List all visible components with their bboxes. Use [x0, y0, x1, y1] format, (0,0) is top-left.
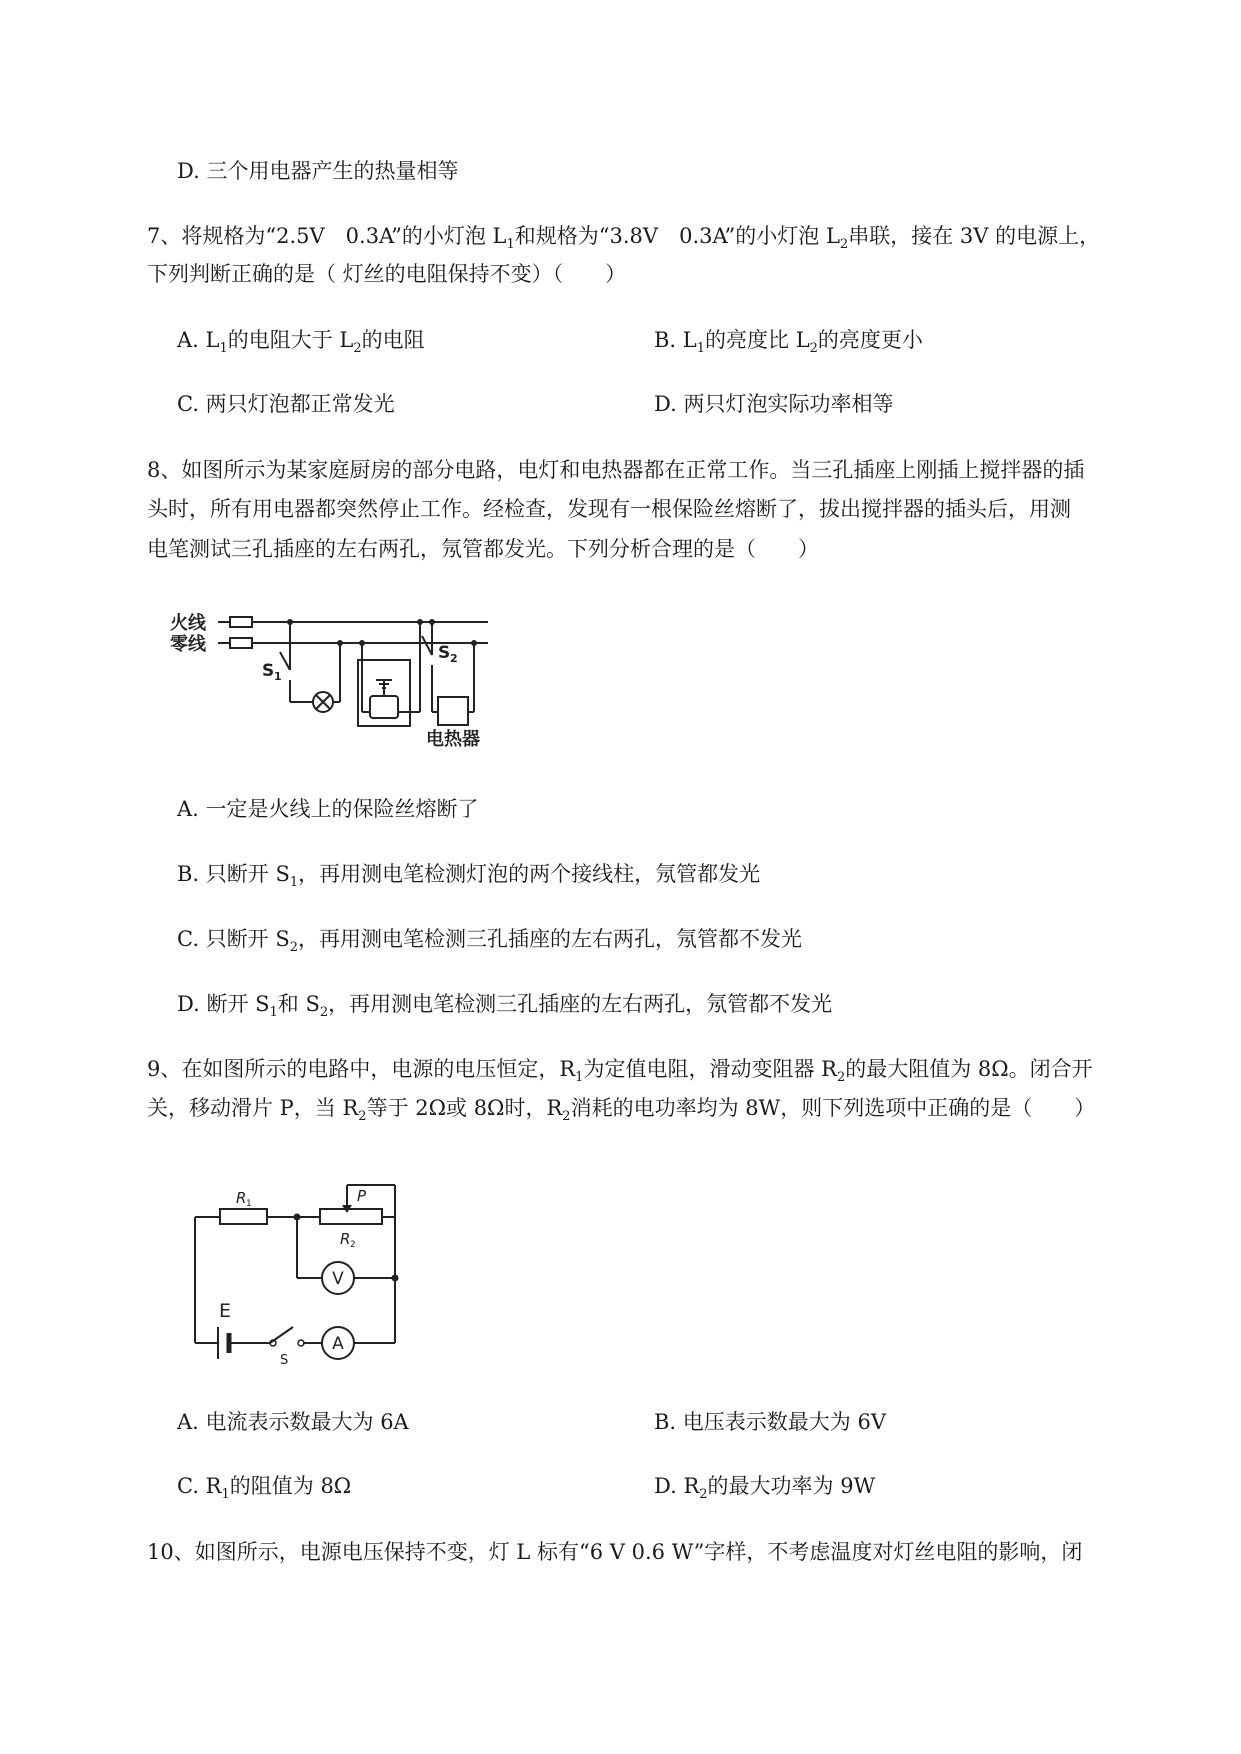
q7-option-b	[654, 326, 923, 363]
q8-option-b	[177, 860, 760, 897]
q7-option-c	[177, 390, 395, 418]
switch-s1-label: S	[262, 661, 275, 681]
q8-option-a	[177, 795, 479, 823]
q9-1b: 为定值电阻，滑动变阻器 R	[583, 1057, 837, 1081]
q8-text-line1: 8、如图所示为某家庭厨房的部分电路，电灯和电热器都在正常工作。当三孔插座上刚插上搅拌器的插	[147, 458, 1085, 482]
q9-circuit-figure	[185, 1175, 415, 1368]
sub-2: 2	[836, 1070, 846, 1085]
q7-stem-line2	[147, 260, 626, 288]
sub-2: 2	[562, 1109, 571, 1124]
q7-text-b: 和规格为“3.8V 0.3A”的小灯泡 L	[514, 224, 840, 248]
q8-stem-line3	[147, 535, 819, 563]
q9-option-b	[654, 1408, 886, 1436]
q7-b-1: B. L	[654, 328, 697, 352]
q8-d-2: 和 S	[277, 992, 320, 1016]
voltmeter-icon: V	[332, 1269, 344, 1289]
sub-2: 2	[699, 1487, 708, 1502]
q10-text-line1: 10、如图所示，电源电压保持不变，灯 L 标有“6 V 0.6 W”字样，不考虑温度对灯丝电阻的影响，闭	[147, 1540, 1083, 1564]
q7-b-2: 的亮度比 L	[705, 328, 810, 352]
q9-2a: 关，移动滑片 P，当 R	[147, 1096, 359, 1120]
sub-2: 2	[809, 341, 818, 356]
q7-text-c: 串联，接在 3V 的电源上，	[848, 224, 1101, 248]
sub-1: 1	[219, 341, 228, 356]
q7-option-a	[177, 326, 425, 363]
q9-c-1: C. R	[177, 1474, 222, 1498]
battery-e-label: E	[219, 1300, 232, 1322]
sub-1: 1	[269, 1005, 278, 1020]
switch-s1-sub: 1	[274, 670, 282, 683]
q9-1c: 的最大阻值为 8Ω。闭合开	[845, 1057, 1093, 1081]
q8-circuit-figure	[170, 600, 500, 750]
sub-2: 2	[289, 940, 299, 955]
q7-text-a: 7、将规格为“2.5V 0.3A”的小灯泡 L	[147, 224, 507, 248]
q9-option-d	[654, 1472, 875, 1509]
r2-sub: 2	[350, 1240, 356, 1250]
neutral-wire-label: 零线	[170, 634, 206, 655]
q8-d-3: ，再用测电笔检测三孔插座的左右两孔，氖管都不发光	[328, 992, 833, 1016]
q7-a-3: 的电阻	[361, 328, 425, 352]
sub-1: 1	[696, 341, 706, 356]
q7-d-text: D. 两只灯泡实际功率相等	[654, 392, 894, 416]
q8-option-d	[177, 990, 832, 1027]
sub-2: 2	[319, 1005, 329, 1020]
ammeter-icon: A	[332, 1334, 344, 1354]
q9-b-text: B. 电压表示数最大为 6V	[654, 1410, 886, 1434]
q9-option-c	[177, 1472, 351, 1509]
sub-2: 2	[839, 237, 849, 252]
q8-b-1: B. 只断开 S	[177, 862, 290, 886]
q8-b-2: ，再用测电笔检测灯泡的两个接线柱，氖管都发光	[298, 862, 761, 886]
q8-a-text: A. 一定是火线上的保险丝熔断了	[177, 797, 479, 821]
q9-stem-line1	[147, 1055, 1093, 1092]
slider-p-label: P	[357, 1187, 367, 1205]
q8-c-1: C. 只断开 S	[177, 927, 290, 951]
q8-text-line2: 头时，所有用电器都突然停止工作。经检查，发现有一根保险丝熔断了，拔出搅拌器的插头后，用测	[147, 497, 1071, 521]
q8-stem-line1	[147, 456, 1084, 484]
switch-s2-label: S	[438, 643, 451, 663]
q8-d-1: D. 断开 S	[177, 992, 270, 1016]
sub-2: 2	[358, 1109, 367, 1124]
q7-a-1: A. L	[177, 328, 220, 352]
q8-stem-line2	[147, 495, 1071, 523]
sub-1: 1	[289, 875, 299, 890]
r1-sub: 1	[246, 1199, 252, 1209]
q9-option-a	[177, 1408, 409, 1436]
q9-2c: 消耗的电功率均为 8W，则下列选项中正确的是（ ）	[570, 1096, 1096, 1120]
r1-label: R	[236, 1189, 247, 1207]
q6-option-d-text: D. 三个用电器产生的热量相等	[177, 159, 459, 183]
q9-d-1: D. R	[654, 1474, 700, 1498]
q9-1a: 9、在如图所示的电路中，电源的电压恒定，R	[147, 1057, 576, 1081]
q7-a-2: 的电阻大于 L	[227, 328, 354, 352]
q7-c-text: C. 两只灯泡都正常发光	[177, 392, 395, 416]
q9-stem-line2	[147, 1094, 1095, 1131]
q7-option-d	[654, 390, 893, 418]
sub-1: 1	[506, 237, 515, 252]
q7-stem-line1	[147, 222, 1100, 259]
q10-stem-line1	[147, 1538, 1082, 1566]
heater-label: 电热器	[426, 729, 480, 750]
live-wire-label: 火线	[170, 613, 206, 634]
sub-1: 1	[221, 1487, 230, 1502]
q7-text-line2: 下列判断正确的是（ 灯丝的电阻保持不变）（ ）	[147, 262, 627, 286]
q8-c-2: ，再用测电笔检测三孔插座的左右两孔，氖管都不发光	[298, 927, 803, 951]
q8-text-line3: 电笔测试三孔插座的左右两孔，氖管都发光。下列分析合理的是（ ）	[147, 537, 819, 561]
switch-s2-sub: 2	[450, 652, 458, 665]
q9-a-text: A. 电流表示数最大为 6A	[177, 1410, 409, 1434]
q9-c-2: 的阻值为 8Ω	[229, 1474, 352, 1498]
sub-1: 1	[575, 1070, 584, 1085]
switch-s-label: S	[280, 1353, 289, 1368]
q9-d-2: 的最大功率为 9W	[707, 1474, 876, 1498]
q8-option-c	[177, 925, 802, 962]
r2-label: R	[340, 1230, 351, 1248]
q9-2b: 等于 2Ω或 8Ω时，R	[366, 1096, 563, 1120]
q6-option-d	[177, 157, 458, 185]
q7-b-3: 的亮度更小	[817, 328, 923, 352]
sub-2: 2	[353, 341, 362, 356]
